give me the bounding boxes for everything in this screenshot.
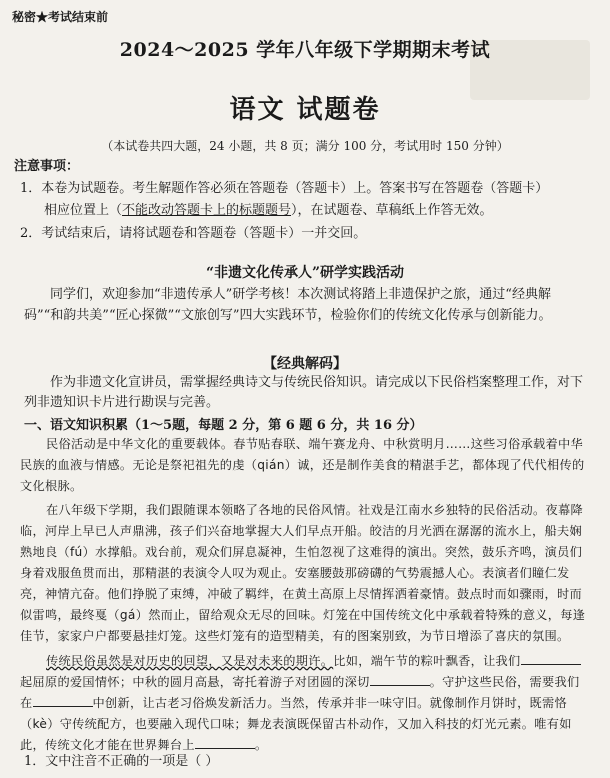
exam-meta: （本试卷共四大题，24 小题，共 8 页；满分 100 分，考试用时 150 分钟）	[101, 139, 509, 153]
activity-intro: 同学们，欢迎参加“非遗传承人”研学考核！本次测试将踏上非遗保护之旅，通过“经典解码”“和韵共美”“匠心探微”“文旅创写”四大实践环节，检验你们的传统文化传承与创新能力。	[24, 287, 552, 323]
wavy-sentence: 传统民俗虽然是对历史的回望，又是对未来的期许。	[46, 654, 334, 668]
exam-title: 2024～2025 学年八年级下学期期末考试	[119, 39, 491, 61]
notice-item-1: 1．本卷为试题卷。考生解题作答必须在答题卷（答题卡）上。答案书写在答题卷（答题卡）	[20, 181, 549, 196]
answer-blank-2[interactable]	[370, 673, 430, 686]
part1-heading: 一、语文知识积累（1～5题，每题 2 分，第 6 题 6 分，共 16 分）	[24, 418, 423, 433]
exam-subtitle: 语文 试题卷	[229, 95, 381, 125]
notice-emphasis: 不能改动答题卡上的标题题号	[122, 203, 292, 218]
passage-text: 中创新，让古老习俗焕发新活力。当然，传承并非一味守旧。就像制作月饼时，既需恪（kè）守传统配方，也要融入现代口味；舞龙表演既保留古朴动作，又加入科技的灯光元素。唯有如此，传统文化才能在世界舞台上	[20, 696, 572, 752]
notice-text: 相应位置上（	[44, 203, 123, 218]
section-heading: 【经典解码】	[263, 356, 347, 372]
answer-blank-4[interactable]	[195, 736, 255, 749]
activity-title: “非遗文化传承人”研学实践活动	[205, 265, 405, 281]
passage-text: 起屈原的爱国情怀；中秋的圆月高悬，寄托着游子对团圆的深切	[20, 675, 370, 689]
notice-text: ），在试题卷、草稿纸上作答无效。	[291, 203, 493, 218]
answer-blank-3[interactable]	[33, 694, 93, 707]
passage-paragraph-3	[20, 651, 590, 756]
notice-heading: 注意事项：	[14, 159, 80, 174]
answer-blank-1[interactable]	[521, 652, 581, 665]
passage-paragraph-1: 民俗活动是中华文化的重要载体。春节贴春联、端午赛龙舟、中秋赏明月……这些习俗承载着中华民族的血液与情感。无论是祭祀祖先的虔（qián）诚，还是制作美食的精湛手艺，都体现了代代相传的文化根脉。	[20, 437, 585, 493]
passage-paragraph-2: 在八年级下学期，我们跟随课本领略了各地的民俗风情。社戏是江南水乡独特的民俗活动。夜幕降临，河岸上早已人声鼎沸，孩子们兴奋地掌握大人们早点开船。皎洁的月光洒在潺潺的流水上，船夫娴熟地良（fú）水撑船。戏台前，观众们屏息凝神，生怕忽视了这难得的演出。突然，鼓乐齐鸣，演员们身着戏服鱼贯而出，那精湛的表演令人叹为观止。安塞腰鼓那磅礴的气势震撼人心。表演者们瞳仁发亮，神情亢奋。他们挣脱了束缚，冲破了羁绊，在黄土高原上尽情挥洒着豪情。鼓点时而如骤雨，时而似雷鸣，最终戛（gá）然而止，留给观众无尽的回味。灯笼在中国传统文化中承载着特殊的意义，每逢佳节，家家户户都要悬挂灯笼。这些灯笼有的造型精美，有的图案别致，为节日增添了喜庆的氛围。	[20, 503, 586, 643]
notice-item-1-cont	[44, 200, 610, 222]
notice-item-2: 2．考试结束后，请将试题卷和答题卷（答题卡）一并交回。	[20, 226, 367, 241]
question-1: 1．文中注音不正确的一项是（ ）	[24, 754, 219, 769]
secret-label: 秘密★考试结束前	[12, 10, 109, 24]
passage-text: 。	[254, 738, 268, 752]
passage-text: 。守护这些民俗，需要我们在	[20, 675, 580, 710]
passage-text: 比如，端午节的粽叶飘香，让我们	[333, 654, 521, 668]
section-task: 作为非遗文化宣讲员，需掌握经典诗文与传统民俗知识。请完成以下民俗档案整理工作，对下列非遗知识卡片进行勘误与完善。	[24, 375, 584, 410]
